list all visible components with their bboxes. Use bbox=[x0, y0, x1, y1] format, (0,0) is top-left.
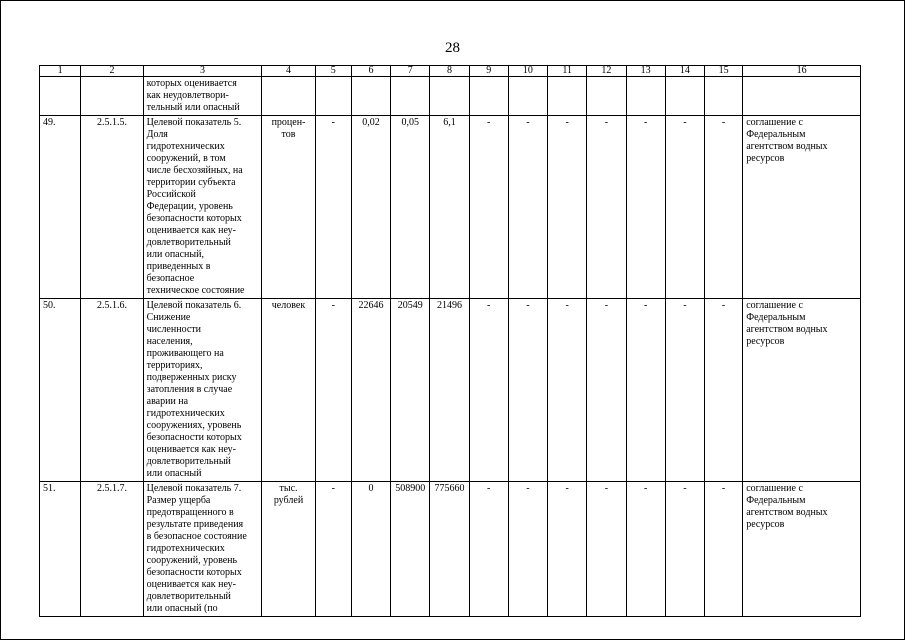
value-cell: - bbox=[315, 299, 351, 482]
col-header: 5 bbox=[315, 66, 351, 77]
col-header: 2 bbox=[81, 66, 143, 77]
value-cell: - bbox=[626, 482, 665, 617]
continuation-row bbox=[40, 77, 861, 116]
value-cell: - bbox=[315, 116, 351, 299]
page-number: 28 bbox=[445, 40, 460, 56]
col-header: 8 bbox=[430, 66, 469, 77]
value-cell: - bbox=[508, 299, 547, 482]
indicator-description: Целевой показатель 7. Размер ущерба предотвращенного в результате приведения в безопасное состояние гидротехнических сооружений, уровень безопасности которых оценивается как неу- довлетворительный или опасный (по bbox=[143, 482, 262, 617]
cell bbox=[262, 77, 315, 116]
cell bbox=[508, 77, 547, 116]
value-cell: - bbox=[704, 116, 742, 299]
col-header: 11 bbox=[548, 66, 587, 77]
value-cell: - bbox=[665, 482, 704, 617]
value-cell: - bbox=[469, 299, 508, 482]
col-header: 10 bbox=[508, 66, 547, 77]
cell bbox=[704, 77, 742, 116]
value-cell: - bbox=[665, 116, 704, 299]
row-number: 51. bbox=[40, 482, 81, 617]
header-row bbox=[40, 66, 861, 77]
cell bbox=[391, 77, 430, 116]
indicator-code: 2.5.1.7. bbox=[81, 482, 143, 617]
value-cell: - bbox=[548, 482, 587, 617]
value-cell: 0,05 bbox=[391, 116, 430, 299]
row-number: 50. bbox=[40, 299, 81, 482]
cell bbox=[315, 77, 351, 116]
col-header: 14 bbox=[665, 66, 704, 77]
source-note: соглашение с Федеральным агентством водных ресурсов bbox=[743, 299, 861, 482]
table-row bbox=[40, 482, 861, 617]
value-cell: 20549 bbox=[391, 299, 430, 482]
col-header: 7 bbox=[391, 66, 430, 77]
col-header: 1 bbox=[40, 66, 81, 77]
cell bbox=[626, 77, 665, 116]
cell bbox=[40, 77, 81, 116]
col-header: 4 bbox=[262, 66, 315, 77]
indicator-description: Целевой показатель 5. Доля гидротехнических сооружений, в том числе бесхозяйных, на территории субъекта Российской Федерации, уровень безопасности которых оценивается как неу- довлетворительный или опасный, приведенных в безопасное техническое состояние bbox=[143, 116, 262, 299]
col-header: 13 bbox=[626, 66, 665, 77]
col-header: 16 bbox=[743, 66, 861, 77]
value-cell: - bbox=[587, 116, 626, 299]
value-cell: 775660 bbox=[430, 482, 469, 617]
cell bbox=[351, 77, 390, 116]
table-row bbox=[40, 299, 861, 482]
value-cell: - bbox=[704, 482, 742, 617]
unit: человек bbox=[262, 299, 315, 482]
value-cell: - bbox=[508, 482, 547, 617]
value-cell: 21496 bbox=[430, 299, 469, 482]
value-cell: 508900 bbox=[391, 482, 430, 617]
cell bbox=[430, 77, 469, 116]
value-cell: 22646 bbox=[351, 299, 390, 482]
value-cell: - bbox=[548, 299, 587, 482]
cell bbox=[548, 77, 587, 116]
cell bbox=[587, 77, 626, 116]
value-cell: - bbox=[626, 116, 665, 299]
value-cell: - bbox=[587, 299, 626, 482]
cell bbox=[743, 77, 861, 116]
cell bbox=[81, 77, 143, 116]
value-cell: - bbox=[315, 482, 351, 617]
unit: тыс. рублей bbox=[262, 482, 315, 617]
value-cell: - bbox=[469, 116, 508, 299]
unit: процен- тов bbox=[262, 116, 315, 299]
value-cell: - bbox=[508, 116, 547, 299]
col-header: 6 bbox=[351, 66, 390, 77]
col-header: 15 bbox=[704, 66, 742, 77]
indicator-code: 2.5.1.6. bbox=[81, 299, 143, 482]
value-cell: - bbox=[469, 482, 508, 617]
source-note: соглашение с Федеральным агентством водных ресурсов bbox=[743, 482, 861, 617]
source-note: соглашение с Федеральным агентством водных ресурсов bbox=[743, 116, 861, 299]
value-cell: - bbox=[548, 116, 587, 299]
col-header: 12 bbox=[587, 66, 626, 77]
indicator-description: Целевой показатель 6. Снижение численности населения, проживающего на территориях, подверженных риску затопления в случае аварии на гидротехнических сооружениях, уровень безопасности которых оценивается как неу- довлетворительный или опасный bbox=[143, 299, 262, 482]
col-header: 9 bbox=[469, 66, 508, 77]
cell bbox=[469, 77, 508, 116]
value-cell: 0,02 bbox=[351, 116, 390, 299]
indicators-table bbox=[39, 65, 861, 617]
cell bbox=[665, 77, 704, 116]
col-header: 3 bbox=[143, 66, 262, 77]
indicator-code: 2.5.1.5. bbox=[81, 116, 143, 299]
row-number: 49. bbox=[40, 116, 81, 299]
value-cell: - bbox=[665, 299, 704, 482]
value-cell: - bbox=[626, 299, 665, 482]
value-cell: 0 bbox=[351, 482, 390, 617]
value-cell: - bbox=[587, 482, 626, 617]
table-row bbox=[40, 116, 861, 299]
value-cell: 6,1 bbox=[430, 116, 469, 299]
value-cell: - bbox=[704, 299, 742, 482]
indicator-description: которых оценивается как неудовлетвори- тельный или опасный bbox=[143, 77, 262, 116]
